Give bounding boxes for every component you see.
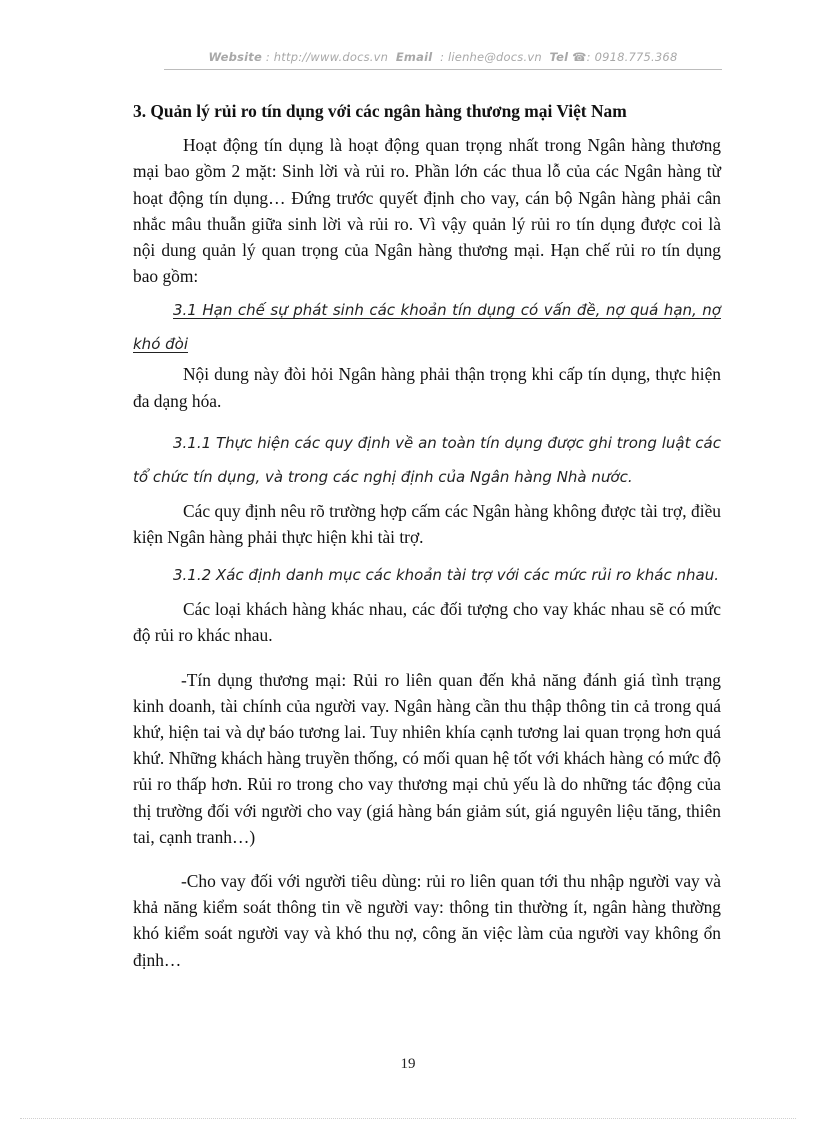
bullet-commercial-credit: -Tín dụng thương mại: Rủi ro liên quan đến khả năng đánh giá tình trạng kinh doanh, tài chính của người vay. Ngân hàng cần thu thập thông tin cả trong quá khứ, hiện tai và dự báo tương lai. Tuy nhiên khía cạnh tương lai quan trọng hơn quá khứ. Những khách hàng truyền thống, có mối quan hệ tốt với khách hàng có mức độ rủi ro thấp hơn. Rủi ro trong cho vay thương mại chủ yếu là do những tác động của thị trường đối với người cho vay (giá hàng bán giảm sút, giá nguyên liệu tăng, thiên tai, cạnh tranh…) — [133, 669, 721, 847]
subheading-3-1-1: 3.1.1 Thực hiện các quy định về an toàn tín dụng được ghi trong luật các tổ chức tín dụng, và trong các nghị định của Ngân hàng Nhà nước. — [133, 433, 721, 486]
footer-divider — [20, 1118, 796, 1119]
subheading-3-1-2: 3.1.2 Xác định danh mục các khoản tài trợ với các mức rủi ro khác nhau. — [173, 566, 719, 585]
phone-icon: ☎ — [572, 50, 587, 64]
paragraph-3-1-2: Các loại khách hàng khác nhau, các đối tượng cho vay khác nhau sẽ có mức độ rủi ro khác nhau. — [133, 599, 721, 646]
website-label: Website — [208, 50, 262, 64]
email-value: : lienhe@docs.vn — [440, 50, 542, 64]
page-body — [133, 98, 721, 973]
tel-value: : 0918.775.368 — [586, 50, 678, 64]
email-label: Email — [395, 50, 433, 64]
tel-label: Tel — [549, 50, 569, 64]
page-header — [164, 50, 722, 64]
paragraph-3-1-1: Các quy định nêu rõ trường hợp cấm các Ngân hàng không được tài trợ, điều kiện Ngân hàng phải thực hiện khi tài trợ. — [133, 500, 721, 548]
header-divider — [164, 69, 722, 70]
intro-paragraph: Hoạt động tín dụng là hoạt động quan trọng nhất trong Ngân hàng thương mại bao gồm 2 mặt: Sinh lời và rủi ro. Phần lớn các thua lỗ của các Ngân hàng từ hoạt động tín dụng… Đứng trước quyết định cho vay, cán bộ Ngân hàng phải cân nhắc mâu thuẫn giữa sinh lời và rủi ro. Vì vậy quản lý rủi ro tín dụng được coi là nội dung quản lý quan trọng của Ngân hàng thương mại. Hạn chế rủi ro tín dụng bao gồm: — [133, 135, 721, 287]
page-number: 19 — [400, 1056, 416, 1072]
subheading-3-1: 3.1 Hạn chế sự phát sinh các khoản tín dụng có vấn đề, nợ quá hạn, nợ khó đòi — [133, 301, 721, 354]
paragraph-3-1: Nội dung này đòi hỏi Ngân hàng phải thận trọng khi cấp tín dụng, thực hiện đa dạng hóa. — [133, 364, 721, 411]
section-title: 3. Quản lý rủi ro tín dụng với các ngân hàng thương mại Việt Nam — [133, 101, 627, 121]
bullet-consumer-credit: -Cho vay đối với người tiêu dùng: rủi ro liên quan tới thu nhập người vay và khả năng kiểm soát thông tin về người vay: thông tin thường ít, ngân hàng thường khó kiểm soát người vay và khó thu nợ, công ăn việc làm của người vay không ổn định… — [133, 871, 721, 970]
website-value: : http://www.docs.vn — [265, 50, 389, 64]
